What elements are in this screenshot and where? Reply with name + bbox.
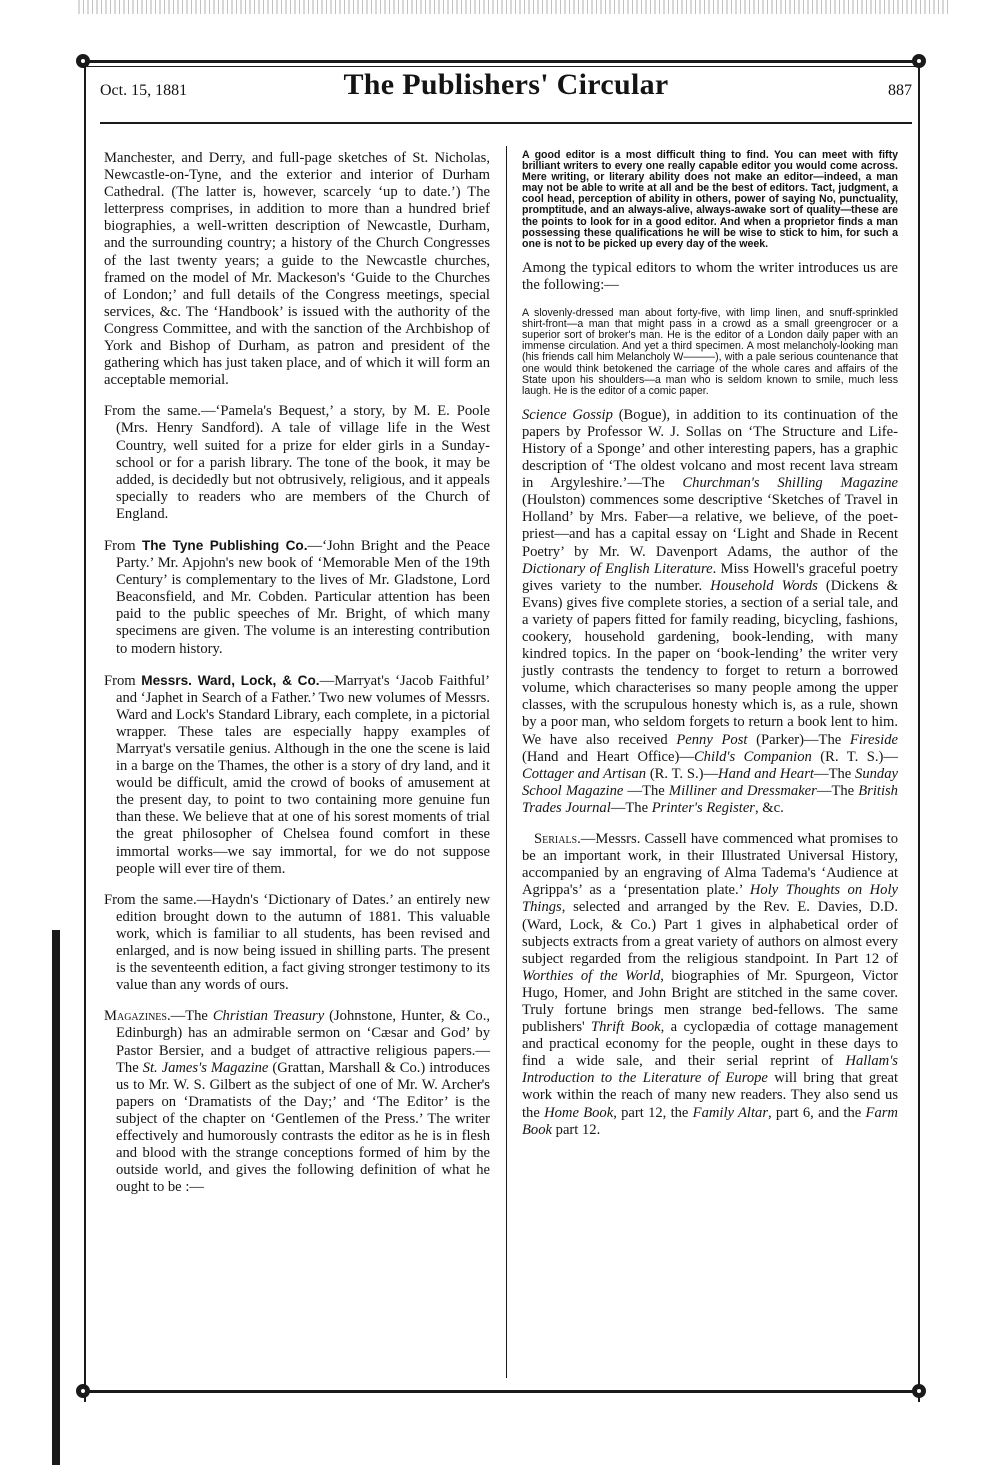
right-column	[522, 150, 898, 1153]
magazine-title: Cottager and Artisan	[522, 765, 647, 782]
text-run: , part 12, the	[613, 1104, 693, 1121]
text-run: . Miss Howell's graceful poetry gives variety to the number.	[522, 560, 898, 594]
review-paragraph	[104, 537, 490, 658]
issue-date: Oct. 15, 1881	[100, 82, 188, 99]
book-title: Family Altar	[692, 1104, 769, 1121]
article-paragraph: Among the typical editors to whom the writer introduces us are the following:—	[522, 259, 898, 293]
text-run: (R. T. S.)—	[646, 765, 719, 782]
book-title: Thrift Book	[591, 1019, 661, 1036]
magazine-title: Printer's Register	[651, 799, 755, 816]
quoted-excerpt: A good editor is a most difficult thing to find. You can meet with fifty brilliant writers to every one really capable editor you would come across. Mere writing, or literary ability does not make an editor—indeed, a man may not be able to write at all and be the best of editors. Tact, judgment, a cool head, perception of ability in others, power of saying No, punctuality, promptitude, and an always-alive, always-awake sort of quality—these are the points to look for in a good editor. And when a proprietor finds a man possessing these qualifications he will be wise to stick to him, for such a one is not to be picked up every day of the week.	[522, 149, 898, 250]
corner-ornament-bottom-left	[76, 1384, 90, 1398]
review-lead: From	[104, 672, 136, 689]
magazine-title: Penny Post	[676, 731, 748, 748]
bottom-border-rule	[82, 1390, 920, 1393]
publisher-name: Messrs. Ward, Lock, & Co.	[141, 672, 320, 688]
text-run: (Houlston) commences some descriptive ‘Sketches of Travel in Holland’ by Mrs. Faber—a relative, we believe, of the poet-priest—and has a capital essay on ‘Light and Shade in Recent Poetry’ by Mr. W. Davenport Adams, the author of the	[522, 492, 898, 560]
book-title: Dictionary of English Literature	[522, 560, 713, 577]
review-text: —‘John Bright and the Peace Party.’ Mr. Apjohn's new book of ‘Memorable Men of the 19th Century’ is complementary to the lives of Mr. Gladstone, Lord Beaconsfield, and Mr. Cobden. Particular attention has been paid to the public speeches of Mr. Bright, of which many specimens are given. The volume is an interesting contribution to modern history.	[116, 537, 490, 657]
text-run: (Parker)—The	[747, 731, 850, 748]
review-lead: From the same.	[104, 403, 201, 420]
magazine-title: Milliner and Dressmaker	[668, 782, 817, 799]
magazine-title: Child's Companion	[693, 748, 812, 765]
text-run: (Bogue), in addition to its continuation of the papers by Professor W. J. Sollas on ‘The Structure and Life-History of a Sponge’ and other interesting papers, has a graphic description of ‘The oldest volcano and most recent lava stream in Argyleshire.’—The	[522, 406, 898, 492]
review-lead: From the same.	[104, 891, 197, 908]
article-paragraph: Manchester, and Derry, and full-page sketches of St. Nicholas, Newcastle-on-Tyne, and the exterior and interior of Durham Cathedral. (The latter is, however, scarcely ‘up to date.’) The letterpress comprises, in addition to more than a hundred brief biographies, a well-written description of Newcastle, Durham, and the surrounding country; a history of the Church Congresses of the last twenty years; a guide to the Newcastle churches, framed on the model of Mr. Mackeson's ‘Guide to the Churches of London;’ and full details of the Congress meetings, special services, &c. The ‘Handbook’ is issued with the authority of the Congress Committee, and with the sanction of the Archbishop of York and Bishop of Durham, as patron and president of the gathering which has just taken place, and of which it will form an acceptable memorial.	[104, 150, 490, 389]
review-text: —Marryat's ‘Jacob Faithful’ and ‘Japhet in Search of a Father.’ Two new volumes of Messrs. Ward and Lock's Standard Library, each complete, in a pictorial wrapper. These tales are especially happy examples of Marryat's versatile genius. Although in the one the scene is laid in a barge on the Thames, the other is a story of dry land, and it would be difficult, amid the crowd of books of amusement at the present day, to point to two containing more genuine fun than these. We believe that at one of his sorest moments of trial the great philosopher of Chelsea found comfort in these immortal works—we say immortal, for we do not suppose people will ever tire of them.	[116, 672, 490, 877]
text-run: —The	[610, 799, 652, 816]
top-border-rule-thin	[82, 66, 920, 67]
review-text: —Haydn's ‘Dictionary of Dates.’ an entirely new edition brought down to the autumn of 1881. This valuable work, which is familiar to all students, has been revised and enlarged, and is now being issued in shilling parts. The present is the seventeenth edition, a fact giving stronger testimony to its value than any words of ours.	[116, 891, 491, 994]
review-paragraph	[104, 672, 490, 878]
text-run: —The	[816, 782, 859, 799]
corner-ornament-top-right	[912, 54, 926, 68]
text-run: —The	[170, 1008, 213, 1025]
left-border-rule	[84, 60, 86, 1402]
review-paragraph	[104, 892, 490, 995]
magazines-paragraph	[104, 1008, 490, 1196]
book-title: Worthies of the World	[522, 967, 661, 984]
book-title: Home Book	[544, 1104, 614, 1121]
page-number: 887	[888, 82, 912, 99]
text-run: , a cyclopædia of cottage management and practical economy for the people, ought in these days to find a wide sale, and their serial reprint of	[522, 1019, 898, 1070]
magazine-title: Churchman's Shilling Magazine	[682, 475, 899, 492]
text-run: , biographies of Mr. Spurgeon, Victor Hugo, Homer, and John Bright are stitched in the same cover. Truly fortune brings men strange bed-fellows. The same publishers'	[522, 967, 898, 1036]
magazine-title: Fireside	[849, 731, 899, 748]
review-text: —‘Pamela's Bequest,’ a story, by M. E. Poole (Mrs. Henry Sandford). A tale of village life in the West Country, well suited for a prize for elder girls in a Sunday-school or for a parish library. The tone of the book, it may be added, is decidedly but not obtrusively, religious, and it appeals specially to readers who are members of the Church of England.	[116, 403, 490, 522]
left-margin-bar	[52, 930, 60, 1465]
magazine-title: British Trades Journal	[522, 782, 898, 816]
text-run: (R. T. S.)—	[811, 748, 898, 765]
book-title: Hallam's Introduction to the Literature of Europe	[522, 1053, 898, 1087]
text-run: (Hand and Heart Office)—	[522, 748, 694, 765]
section-lead: Serials.	[534, 831, 581, 848]
section-lead: Magazines.	[104, 1008, 171, 1025]
corner-ornament-top-left	[76, 54, 90, 68]
review-paragraph	[104, 403, 490, 523]
text-run: —The	[813, 765, 856, 782]
left-column	[104, 150, 490, 1210]
text-run: part 12.	[552, 1121, 601, 1138]
right-border-rule	[918, 60, 920, 1402]
top-border-rule	[82, 60, 920, 63]
quoted-excerpt: A slovenly-dressed man about forty-five, with limp linen, and snuff-sprinkled shirt-front—a man that might pass in a crowd as a small greengrocer or a superior sort of broker's man. He is the editor of a London daily paper with an immense circulation. And yet a third specimen. A most melancholy-looking man (his friends call him Melancholy W———), with a pale serious countenance that one would think betokened the carriage of the whole cares and affairs of the State upon his shoulders—a man who is seldom known to smile, much less laugh. He is the editor of a comic paper.	[522, 307, 898, 397]
text-run: , part 6, and the	[768, 1104, 866, 1121]
running-head	[100, 68, 912, 108]
magazine-title: Hand and Heart	[718, 765, 814, 782]
text-run: (Dickens & Evans) gives five complete stories, a section of a serial tale, and a variety of papers fitted for family reading, bicycling, fashions, cookery, household gardening, book-lending, with many kindred topics. In the paper on ‘book-lending’ the writer very justly contrasts the tendency to forget to return a borrowed volume, which characterises so many people among the upper classes, with the scrupulous honesty which is, as a rule, shown by a poor man, who seldom forgets to return a book lent to him. We have also received	[522, 577, 898, 748]
text-run: —Messrs. Cassell have commenced what promises to be an important work, in their Illustrated Universal History, accompanied by an engraving of Alma Tadema's ‘Audience at Agrippa's’ as a ‘presentation plate.’	[522, 831, 898, 899]
serials-paragraph	[522, 831, 898, 1139]
text-run: will bring that great work within the reach of many new readers. They also send us the	[522, 1070, 898, 1121]
magazine-title: Household Words	[710, 577, 818, 594]
magazine-title: Christian Treasury	[212, 1008, 325, 1025]
text-run: (Grattan, Marshall & Co.) introduces us to Mr. W. S. Gilbert as the subject of one of Mr. W. Archer's papers on ‘Dramatists of the Day;’ and ‘The Editor’ is the subject of the chapter on ‘Gentlemen of the Press.’ The writer effectively and humorously contrasts the editor as he is in flesh and blood with the strange conceptions formed of him by the outside world, and gives the following definition of what he ought to be :—	[116, 1059, 491, 1196]
publication-title: The Publishers' Circular	[343, 68, 669, 101]
text-run: (Johnstone, Hunter, & Co., Edinburgh) has an admirable sermon on ‘Cæsar and God’ by Pastor Bersier, and a budget of attractive religious papers.—The	[116, 1008, 490, 1076]
column-divider	[506, 146, 507, 1378]
header-underline	[100, 122, 912, 124]
corner-ornament-bottom-right	[912, 1384, 926, 1398]
top-decorative-strip	[78, 0, 948, 14]
review-lead: From	[104, 537, 136, 554]
magazine-title: Science Gossip	[522, 406, 613, 423]
text-run: , &c.	[754, 799, 784, 816]
magazine-title: St. James's Magazine	[142, 1059, 269, 1076]
publisher-name: The Tyne Publishing Co.	[141, 537, 308, 553]
book-title: Holy Thoughts on Holy Things	[522, 882, 898, 916]
magazines-paragraph	[522, 407, 898, 817]
magazine-title: Sunday School Magazine	[522, 765, 898, 799]
text-run: , selected and arranged by the Rev. E. Davies, D.D. (Ward, Lock, & Co.) Part 1 gives in alphabetical order of subjects extracts from a great variety of authors on almost every subject regarded from the religious standpoint. In Part 12 of	[522, 899, 898, 967]
book-title: Farm Book	[522, 1104, 898, 1138]
text-run: —The	[623, 782, 669, 799]
